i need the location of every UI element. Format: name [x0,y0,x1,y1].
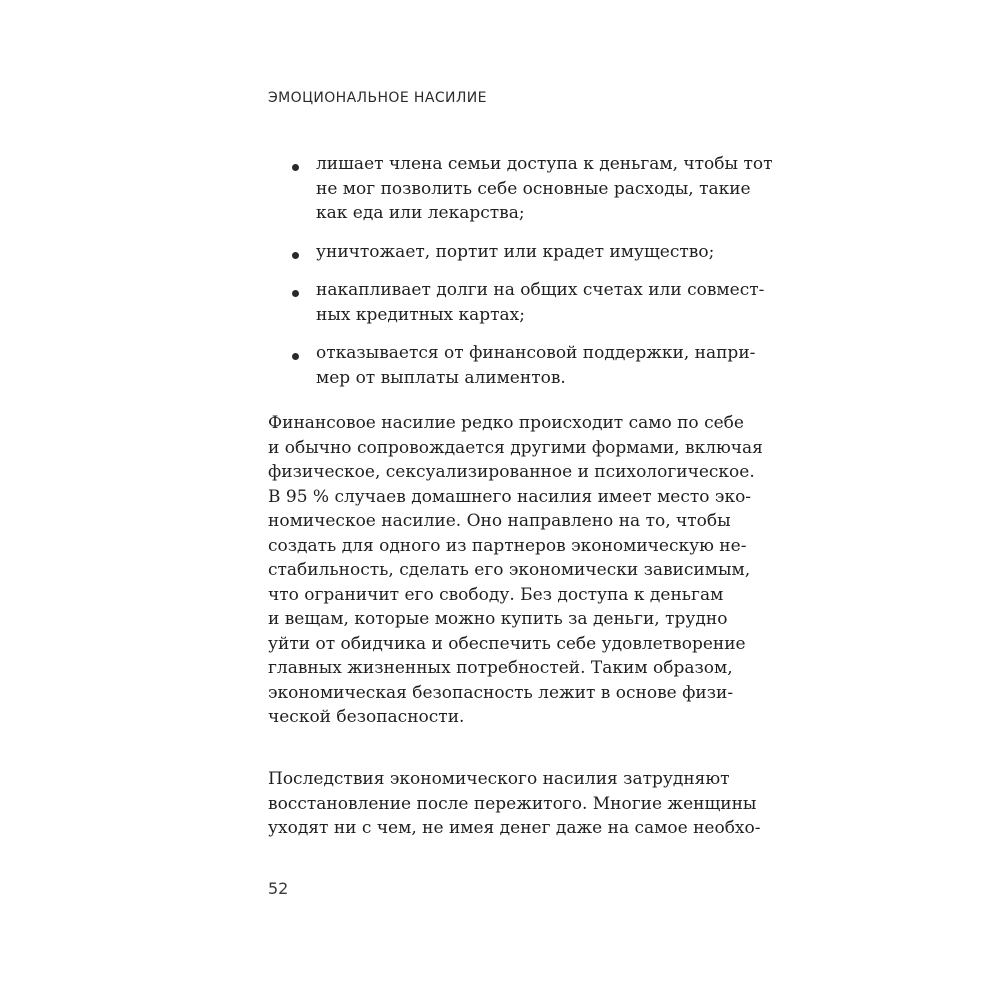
bullet-dot-icon [292,164,299,171]
paragraph-line: экономическая безопасность лежит в основе физи- [268,682,734,703]
paragraph-line: что ограничит его свободу. Без доступа к деньгам [268,584,724,605]
bullet-line: лишает члена семьи доступа к деньгам, чтобы тот [316,154,773,174]
paragraph-line: и обычно сопровождается другими формами, включая [268,437,763,458]
paragraph-line: и вещам, которые можно купить за деньги, трудно [268,609,728,629]
bullet-item [290,152,773,226]
bullet-line: уничтожает, портит или крадет имущество; [316,241,715,262]
bullet-line: как еда или лекарства; [316,203,525,223]
paragraph-line: уйти от обидчика и обеспечить себе удовлетворение [268,633,746,654]
bullet-item [290,278,765,327]
page-number: 52 [268,879,289,898]
paragraph-line: восстановление после пережитого. Многие женщины [268,793,757,814]
bullet-dot-icon [292,353,299,360]
bullet-item [290,341,756,390]
bullet-line: накапливает долги на общих счетах или совмест- [316,280,765,300]
paragraph-line: уходят ни с чем, не имея денег даже на самое необхо- [268,818,761,838]
running-head: ЭМОЦИОНАЛЬНОЕ НАСИЛИЕ [268,90,487,106]
bullet-dot-icon [292,252,299,259]
bullet-line: мер от выплаты алиментов. [316,367,566,388]
bullet-item [290,240,750,265]
bullet-line: отказывается от финансовой поддержки, напри- [316,343,756,363]
bullet-line: ных кредитных картах; [316,304,525,325]
bullet-line: не мог позволить себе основные расходы, такие [316,178,751,199]
paragraph-line: создать для одного из партнеров экономическую не- [268,535,747,556]
bullet-list [290,152,773,404]
bullet-dot-icon [292,290,299,297]
paragraph-line: номическое насилие. Оно направлено на то, чтобы [268,511,731,531]
body-paragraph [268,411,763,730]
body-paragraph [268,767,761,841]
paragraph-line: ческой безопасности. [268,707,465,727]
paragraph-line: стабильность, сделать его экономически зависимым, [268,560,751,580]
paragraph-line: Последствия экономического насилия затрудняют [268,769,730,789]
paragraph-line: главных жизненных потребностей. Таким образом, [268,658,733,678]
paragraph-line: физическое, сексуализированное и психологическое. [268,462,755,482]
paragraph-line: Финансовое насилие редко происходит само по себе [268,413,744,433]
paragraph-line: В 95 % случаев домашнего насилия имеет место эко- [268,486,752,507]
